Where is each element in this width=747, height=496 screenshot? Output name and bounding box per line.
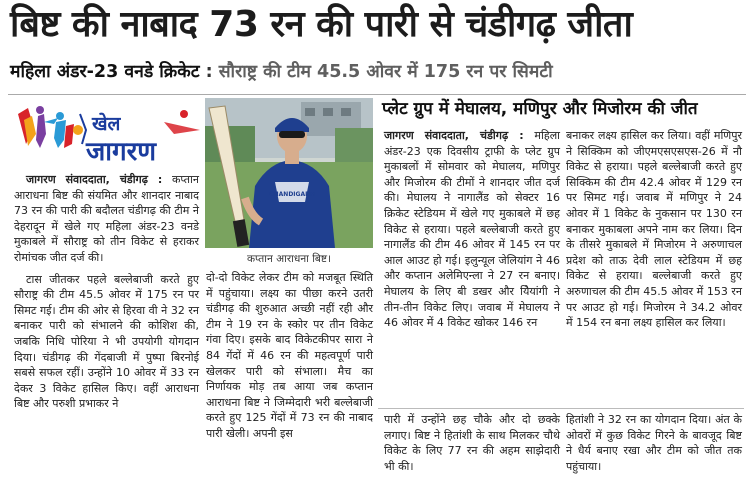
story2-col3-text: महिला अंडर-23 एक दिवसीय ट्राफी के प्लेट ग्रुप मुकाबलों में सोमवार को मेघालय, मणिपुर और मिजोरम की टीमों ने शानदार जीत दर्ज की। मेघालय ने नागालैंड को सेक्टर 16 क्रिकेट स्टेडियम में खेले गए मुकाबले में छह विकेट से हराया। पहले बल्लेबाजी करते हुए नागालैंड की टीम 46 ओवर में 145 रन पर आल आउट हो गई। इलुन्यूल जेलियांग ने 46 और कप्तान अलेमिएन्ला ने 27 रन बनाए। मेघालय के लिए बी डखर और येियांगी ने तीन-तीन विकेट लिए। जवाब में मेघालय ने 46 ओवर में 4 विकेट खोकर 146 रन [384,129,560,330]
story1-byline: जागरण संवाददाता, चंडीगढ़ : [26,173,163,186]
photo-caption: कप्तान आराधना बिष्ट। [246,253,332,265]
story1-col1-text-2: टास जीतकर पहले बल्लेबाजी करते हुए सौराष्ट्र की टीम 45.5 ओवर में 175 रन पर सिमट गई। टीम की ओर से हिरवा वी ने 32 रन बनाकर पारी को संभालने की कोशिश की, जबकि निधि पोरिया ने भी उपयोगी योगदान दिया। चंडीगढ़ की गेंदबाजी में पुष्पा बिरनोई सबसे सफल रहीं। उन्होंने 10 ओवर में 33 रन देकर 3 विकेट हासिल किए। वहीं आराधना बिष्ट और परुशी प्रभाकर ने [14,272,199,411]
headline: बिष्ट की नाबाद 73 रन की पारी से चंडीगढ़ जीता [10,4,633,45]
player-photo-illustration [205,98,373,248]
story1-col5-text: पारी में उन्होंने छह चौके और दो छक्के लगाए। बिष्ट ने हितांशी के साथ मिलकर चौथे विकेट के लिए 77 रन की अहम साझेदारी भी की। [384,413,560,473]
story2-byline: जागरण संवाददाता, चंडीगढ़ : [384,129,524,142]
story1-column-4 [566,412,742,474]
story2-paragraph-1 [384,128,560,331]
subheadline [10,52,745,92]
logo-top-text: खेल [92,113,121,135]
story1-col6-text: हितांशी ने 32 रन का योगदान दिया। अंत के ओवरों में कुछ विकेट गिरने के बावजूद बिष्ट ने धैर्य बनाए रखा और टीम को जीत तक पहुंचाया। [566,413,742,473]
logo-bottom-text: जागरण [86,137,157,166]
story2-title: प्लेट ग्रुप में मेघालय, मणिपुर और मिजोरम की जीत [382,99,698,119]
header-divider [8,94,746,95]
story1-col1-text-1: कप्तान आराधना बिष्ट की संयमित और शानदार नाबाद 73 रन की पारी की बदौलत चंडीगढ़ की टीम ने देहरादून में खेले गए महिला अंडर-23 वनडे मुकाबले में सौराष्ट्र को तीन विकेट से हराकर रोमांचक जीत दर्ज की। [14,173,199,264]
subheadline-rest: सौराष्ट्र की टीम 45.5 ओवर में 175 रन पर सिमटी [218,62,553,82]
khel-jagran-logo [14,100,204,166]
khel-jagran-logo-graphic [14,100,204,166]
story1-column-3 [384,412,560,474]
svg-text:CHANDIGARH: CHANDIGARH [269,191,315,198]
subheadline-colon: : [205,62,219,82]
story1-paragraph-1 [14,172,199,266]
story1-column-1 [14,172,199,412]
player-photo [205,98,373,248]
subheadline-lead: महिला अंडर-23 वनडे क्रिकेट [10,62,200,82]
story2-column-1 [384,128,560,331]
story-separator [378,408,744,409]
story1-col2-text: दो-दो विकेट लेकर टीम को मजबूत स्थिति में पहुंचाया। लक्ष्य का पीछा करने उतरी चंडीगढ़ की शुरुआत अच्छी नहीं रही और टीम ने 19 रन के स्कोर पर तीन विकेट गंवा दिए। इसके बाद विकेटकीपर सारा ने 84 गेंदों में 46 रन की महत्वपूर्ण पारी खेलकर पारी को संभाला। मैच का निर्णायक मोड़ तब आया जब कप्तान आराधना बिष्ट ने जिम्मेदारी भरी बल्लेबाजी करते हुए 125 गेंदों में 73 रन की नाबाद पारी खेली। अपनी इस [206,271,373,440]
story2-column-2 [566,128,742,331]
story2-col4-text: बनाकर लक्ष्य हासिल कर लिया। वहीं मणिपुर ने सिक्किम को जीएमएसएसएस-26 में नौ विकेट से हराया। पहले बल्लेबाजी करते हुए सिक्किम की टीम 42.4 ओवर में 129 रन पर सिमट गई। जवाब में मणिपुर ने 24 ओवर में 1 विकेट के नुकसान पर 130 रन बनाकर मुकाबला अपने नाम कर लिया। दिन के तीसरे मुकाबले में मिजोरम ने अरुणाचल प्रदेश को ताऊ देवी लाल स्टेडियम में छह विकेट से हराया। बल्लेबाजी करते हुए अरुणाचल की टीम 45.5 ओवर में 153 रन पर आउट हो गई। मिजोरम ने 34.2 ओवर में 154 रन बना लक्ष्य हासिल कर लिया। [566,129,742,330]
story1-column-2 [206,270,373,442]
